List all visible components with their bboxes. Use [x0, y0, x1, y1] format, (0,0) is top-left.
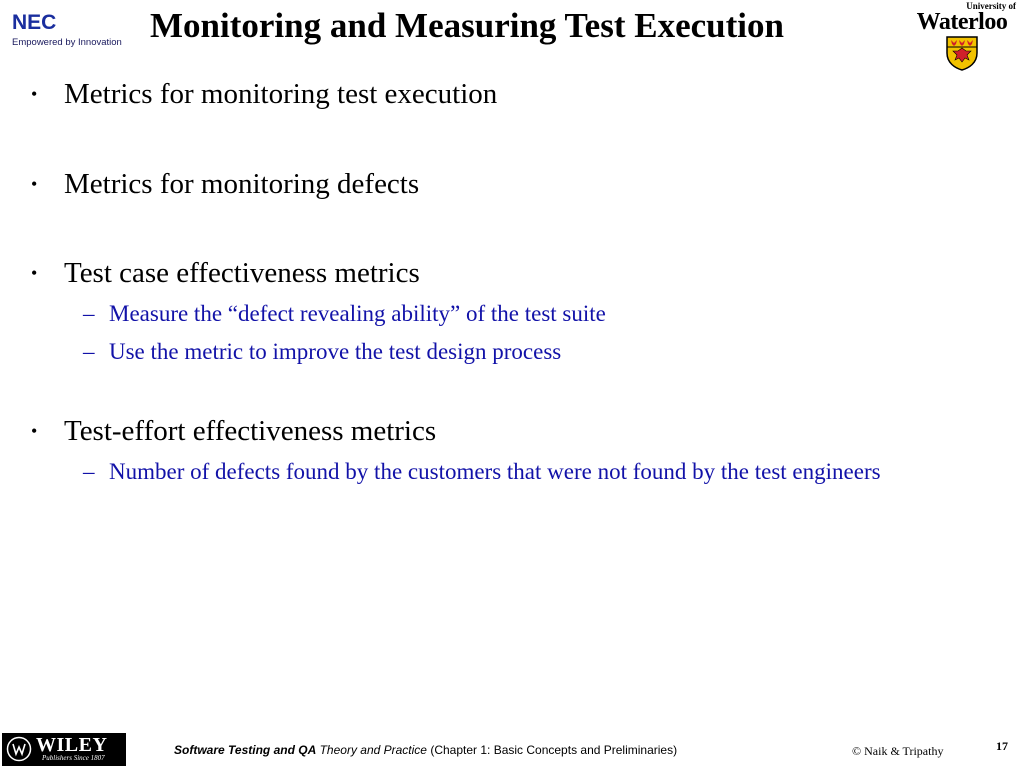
bullet-item	[31, 78, 498, 110]
bullet-marker: •	[31, 84, 38, 104]
bullet-text: Test case effectiveness metrics	[64, 257, 420, 289]
footer-citation	[174, 742, 677, 758]
nec-logo-tagline: Empowered by Innovation	[12, 37, 122, 48]
bullet-marker: •	[31, 174, 38, 194]
wiley-logo	[2, 733, 126, 766]
footer-book-subtitle: Theory and Practice	[319, 743, 427, 757]
sub-bullet-item	[83, 300, 989, 328]
bullet-text: Metrics for monitoring defects	[64, 168, 420, 200]
waterloo-shield-icon	[945, 35, 979, 71]
slide-title: Monitoring and Measuring Test Execution	[150, 6, 784, 45]
nec-logo-name: NEC	[12, 11, 57, 34]
sub-bullet-marker: –	[83, 301, 95, 326]
bullet-text: Metrics for monitoring test execution	[64, 78, 498, 110]
nec-logo	[12, 12, 122, 48]
sub-bullet-marker: –	[83, 459, 95, 484]
wiley-logo-name: WILEY	[36, 734, 108, 756]
sub-bullet-text: Number of defects found by the customers that were not found by the test engineers	[109, 459, 881, 484]
bullet-marker: •	[31, 263, 38, 283]
footer-chapter: (Chapter 1: Basic Concepts and Preliminaries)	[430, 743, 678, 757]
footer-book-title: Software Testing and QA	[174, 743, 317, 757]
bullet-marker: •	[31, 421, 38, 441]
wiley-logo-tagline: Publishers Since 1807	[42, 754, 105, 762]
footer-copyright: © Naik & Tripathy	[852, 744, 944, 758]
bullet-text: Test-effort effectiveness metrics	[64, 415, 437, 447]
sub-bullet-marker: –	[83, 339, 95, 364]
page-number: 17	[996, 739, 1008, 753]
sub-bullet-item	[83, 458, 989, 486]
bullet-item	[31, 168, 420, 200]
waterloo-logo-line2: Waterloo	[916, 9, 1008, 35]
waterloo-logo-line1: University of	[966, 1, 1016, 11]
sub-bullet-text: Use the metric to improve the test design process	[109, 339, 562, 364]
sub-bullet-item	[83, 338, 989, 366]
wiley-emblem-icon	[6, 736, 32, 762]
sub-bullet-text: Measure the “defect revealing ability” of the test suite	[109, 301, 606, 326]
bullet-item	[31, 257, 420, 289]
waterloo-logo	[906, 2, 1018, 71]
bullet-item	[31, 415, 437, 447]
